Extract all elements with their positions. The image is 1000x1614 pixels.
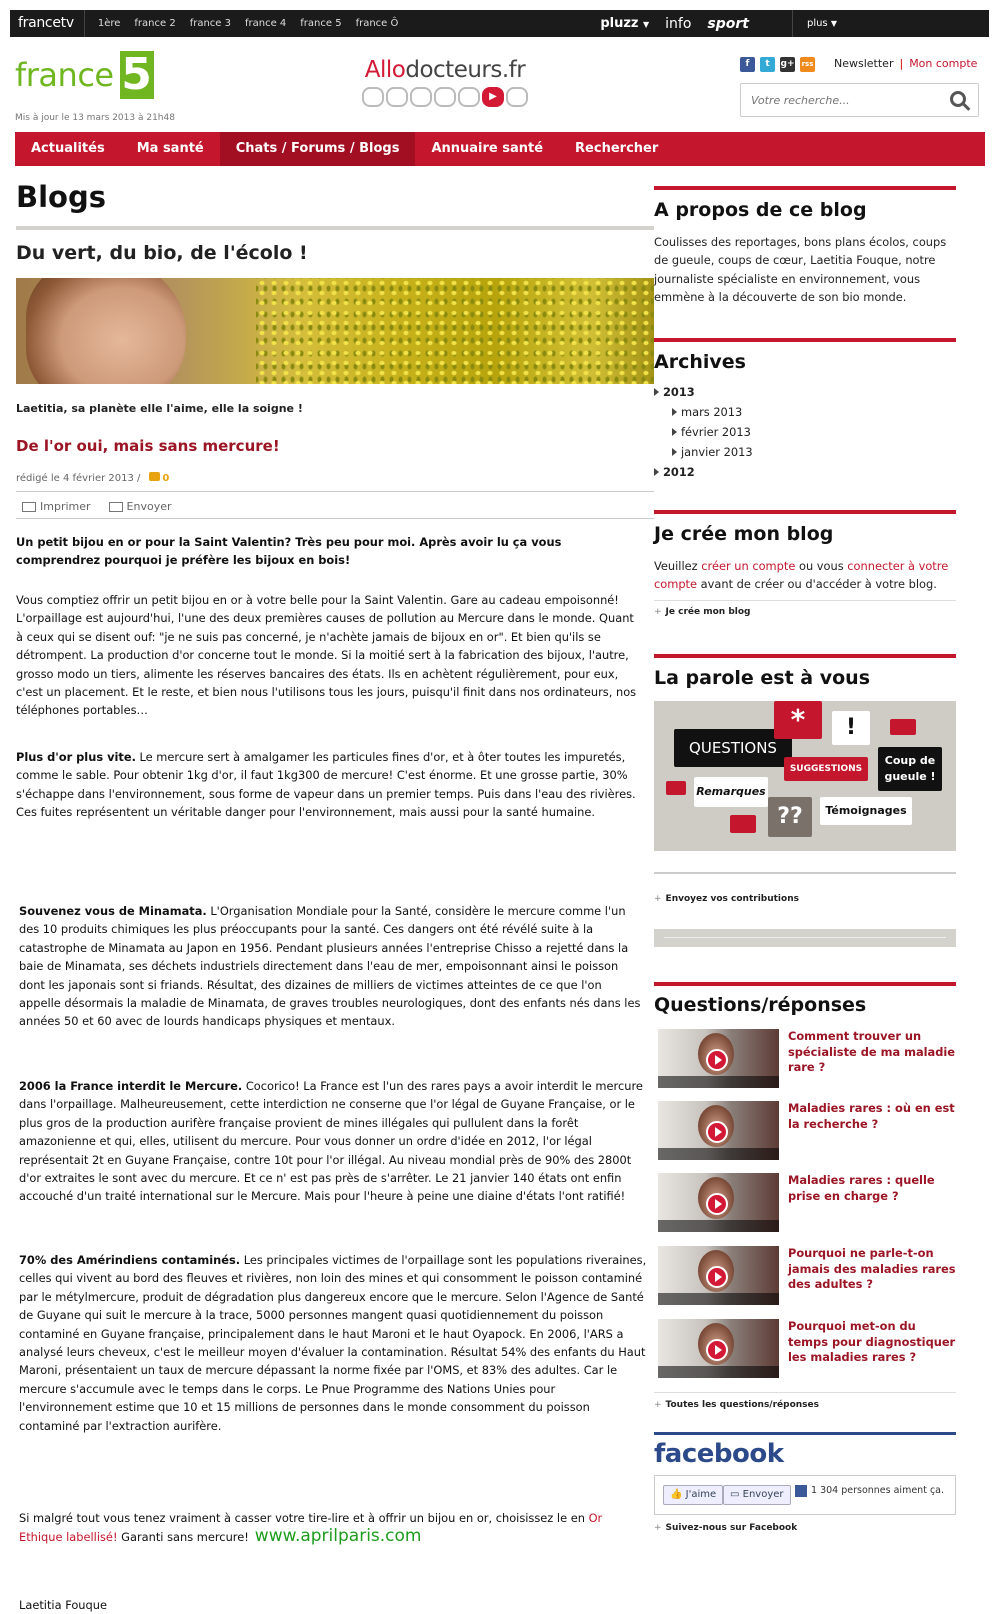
qa-item[interactable] — [654, 1319, 956, 1381]
qa-link[interactable]: Maladies rares : quelle prise en charge ? — [788, 1173, 935, 1203]
paragraph-body: Les principales victimes de l'orpaillage sont les populations riveraines, celles qui vivent au bord des fleuves et rivières, non loin des mines et qui consomment le poisson contaminé par le métylmercure, produit de dégradation plus dangereux encore que le mercure. Selon l'Agence de Santé de Guyane qui suit le mercure à la trace, 5000 personnes mangent quasi quotidiennement du poisson contaminé en Guyane française, principalement dans le haut Maroni et le haut Oyapock. En 2006, l'ARS a analysé leurs cheveux, c'est le meilleur moyen d'évaluer la contamination. Résultat 54% des enfants du Haut Maroni, présentaient un taux de mercure dépassant la norme fixée par l'OMS, et 83% des adultes. Car le mercure s'accumule avec le temps dans le corps. Le Pnue Programme des Nations Unies pour l'environnement estime que 10 et 15 millions de personnes dans le monde consomment du poisson contaminé par l'extraction aurifère. — [19, 1253, 647, 1433]
social-icons — [740, 57, 815, 72]
fb-like-label: J'aime — [685, 1489, 717, 1500]
about-text: Coulisses des reportages, bons plans écolos, coups de gueule, coups de cœur, Laetitia Fouque, notre journaliste spécialiste en environnement, vous emmène à la découverte de son bio monde. — [654, 235, 947, 305]
facebook-section — [654, 1432, 956, 1533]
section-rule — [654, 654, 956, 658]
archive-year-2013[interactable] — [654, 382, 956, 402]
paragraph-heading: Souvenez vous de Minamata. — [19, 904, 207, 918]
logo-part-allo: Allo — [364, 57, 406, 83]
bubble-remarques: Remarques — [694, 777, 768, 807]
search-icon[interactable] — [950, 91, 966, 107]
section-rule — [654, 510, 956, 514]
paragraph-body: Cocorico! La France est l'un des rares pays a avoir interdit le mercure dans l'orpaillage. Malheureusement, cette interdiction ne conserne que l'or légal de Guyane Française, or le plus gros de la production aurifère française provient de mines illégales qui pullulent dans la forêt amazonienne et qui, elles, utilisent du mercure. Pour vous donner un ordre d'idée en 2012, l'or légal représentait 2t en Guyane Française, contre 10t pour l'or illégal. Au niveau mondial près de 90% des 2800t d'or extraites le sont avec du mercure. Et ce n' est pas près de s'arrêter. Le 21 janvier 140 états ont enfin accouché d'un traité international sur le Mercure. Mais pour l'heure à peine une diaine d'états l'ont ratifié! — [19, 1079, 643, 1204]
channel-link[interactable]: france 3 — [189, 18, 231, 29]
pluzz-label: pluzz — [600, 16, 639, 31]
plus-icon: + — [654, 1523, 662, 1533]
top-bar-services — [600, 10, 749, 37]
logo-circles — [362, 87, 528, 107]
qa-section — [654, 982, 956, 1016]
qa-footer — [654, 1392, 956, 1410]
circle-shape — [386, 87, 408, 107]
nav-item-ma-sante[interactable]: Ma santé — [136, 141, 204, 156]
comment-icon — [149, 472, 160, 481]
circle-shape — [362, 87, 384, 107]
main-content — [16, 170, 656, 519]
archive-year-label: 2013 — [663, 385, 695, 399]
caption-bar — [658, 1220, 779, 1232]
bubble-questions: QUESTIONS — [674, 729, 792, 767]
allodocteurs-logo[interactable] — [362, 57, 528, 107]
post-author: Laetitia Fouque — [19, 1598, 107, 1612]
about-section — [654, 186, 956, 307]
nav-item-annuaire-sante[interactable]: Annuaire santé — [431, 141, 544, 156]
post-meta — [16, 472, 656, 484]
create-account-link[interactable]: créer un compte — [701, 559, 796, 573]
archives-section — [654, 338, 956, 482]
post-paragraph — [19, 1251, 647, 1435]
section-rule — [654, 338, 956, 342]
bubble-temoignages: Témoignages — [820, 797, 912, 825]
triangle-right-icon — [654, 468, 659, 476]
create-blog-text — [654, 557, 956, 594]
link-label: Envoyez vos contributions — [665, 894, 799, 904]
post-tools — [16, 498, 656, 514]
top-bar — [10, 10, 989, 37]
rss-icon[interactable]: rss — [800, 57, 815, 72]
post-paragraph — [19, 1077, 647, 1206]
newsletter-link[interactable]: Newsletter — [834, 57, 894, 70]
qa-item[interactable] — [654, 1173, 956, 1235]
channel-link[interactable]: 1ère — [97, 18, 121, 29]
paragraph-body: Le mercure sert à amalgamer les particules fines d'or, et à ôter toutes les impuretés, comme le sable. Pour obtenir 1kg d'or, il faut 1kg300 de mercure! C'est énorme. Et une grosse partie, 30% s'échappe dans l'environnement, sous forme de vapeur dans un premier temps. Puis dans l'eau des rivières. Ces fuites représentent un véritable danger pour l'environnement, mais aussi pour la santé humaine. — [16, 750, 636, 820]
last-updated: Mis à jour le 13 mars 2013 à 21h48 — [15, 113, 175, 123]
triangle-right-icon — [672, 448, 677, 456]
play-icon — [706, 1339, 728, 1361]
text-part: Veuillez — [654, 559, 702, 573]
play-icon — [706, 1049, 728, 1071]
twitter-icon[interactable]: t — [760, 57, 775, 72]
facebook-icon[interactable]: f — [740, 57, 755, 72]
link-label: Suivez-nous sur Facebook — [665, 1523, 798, 1533]
qa-link[interactable]: Comment trouver un spécialiste de ma maladie rare ? — [788, 1029, 956, 1074]
plus-icon: + — [654, 606, 662, 617]
fb-like-button[interactable] — [663, 1485, 723, 1505]
thumbs-up-icon: 👍 — [670, 1489, 683, 1500]
video-thumbnail — [658, 1029, 779, 1088]
bubble-small — [730, 815, 756, 833]
link-label: Je crée mon blog — [665, 606, 751, 617]
about-title: A propos de ce blog — [654, 199, 867, 221]
bubble-small — [890, 719, 916, 735]
page-title: Blogs — [16, 180, 106, 214]
plus-menu[interactable] — [792, 10, 837, 37]
separator: | — [899, 57, 904, 70]
plus-icon: + — [654, 894, 662, 904]
search-input[interactable] — [751, 85, 951, 115]
facebook-title: facebook — [654, 1439, 784, 1469]
video-thumbnail — [658, 1173, 779, 1232]
contributions-section — [654, 872, 956, 947]
link-label: Toutes les questions/réponses — [665, 1400, 819, 1410]
create-blog-title: Je crée mon blog — [654, 523, 834, 545]
or-ethique-link[interactable]: Or Ethique labellisé! — [19, 1511, 603, 1545]
caption-bar — [658, 1293, 779, 1305]
archive-year-2012[interactable] — [654, 462, 956, 482]
archive-month-label: janvier 2013 — [681, 445, 753, 459]
create-blog-link[interactable] — [654, 607, 956, 617]
blog-title[interactable]: Du vert, du bio, de l'écolo ! — [16, 242, 308, 264]
circle-shape — [506, 87, 528, 107]
qa-link[interactable]: Maladies rares : où en est la recherche ? — [788, 1101, 955, 1131]
facebook-follow-link[interactable] — [654, 1523, 956, 1533]
sport-link[interactable]: sport — [707, 15, 749, 32]
qa-item[interactable] — [654, 1246, 956, 1308]
qa-item[interactable] — [654, 1101, 956, 1163]
post-paragraph — [16, 748, 644, 822]
info-link[interactable]: info — [665, 15, 692, 32]
parole-section — [654, 654, 956, 851]
archive-year-label: 2012 — [663, 465, 695, 479]
archive-month[interactable] — [654, 442, 956, 462]
divider-band — [654, 929, 956, 947]
banner-caption: Laetitia, sa planète elle l'aime, elle la soigne ! — [16, 402, 303, 415]
nav-item-actualites[interactable]: Actualités — [31, 141, 105, 156]
print-button[interactable] — [22, 500, 91, 513]
printer-icon — [22, 502, 36, 512]
divider — [16, 491, 654, 492]
paragraph-body: Si malgré tout vous tenez vraiment à casser votre tire-lire et à offrir un bijou en or, choisissez le en — [19, 1511, 589, 1525]
bubble-coup-de-gueule: Coup de gueule ! — [878, 747, 942, 791]
chat-icon: ▭ — [730, 1489, 740, 1500]
circle-shape — [458, 87, 480, 107]
paragraph-body: Garanti sans mercure! — [117, 1530, 249, 1545]
nav-item-chats-forums-blogs[interactable]: Chats / Forums / Blogs — [220, 132, 416, 166]
search-box — [740, 83, 979, 117]
channel-link[interactable]: france 4 — [244, 18, 287, 29]
fb-like-count — [795, 1484, 945, 1497]
plus-icon: + — [654, 1400, 662, 1410]
post-date: rédigé le 4 février 2013 / — [16, 472, 141, 484]
section-rule — [654, 982, 956, 986]
aprilparis-link[interactable]: www.aprilparis.com — [254, 1526, 422, 1547]
channel-link[interactable]: france 2 — [134, 18, 176, 29]
triangle-right-icon — [672, 408, 677, 416]
qa-link[interactable]: Pourquoi ne parle-t-on jamais des maladies rares des adultes ? — [788, 1246, 956, 1291]
rapeseed-field — [256, 278, 654, 384]
text-part: ou vous — [795, 559, 848, 573]
nav-item-rechercher[interactable]: Rechercher — [575, 141, 659, 156]
divider — [16, 518, 654, 519]
paragraph-heading: 70% des Amérindiens contaminés. — [19, 1253, 241, 1267]
triangle-right-icon — [654, 388, 659, 396]
france5-logo[interactable] — [15, 51, 154, 99]
channel-link[interactable]: france Ô — [355, 18, 399, 29]
caption-bar — [658, 1076, 779, 1088]
send-label: Envoyer — [126, 499, 172, 513]
play-icon — [706, 1266, 728, 1288]
archive-month[interactable] — [654, 422, 956, 442]
bubble-exclamation: ! — [832, 711, 870, 745]
login-link[interactable]: connecter à votre compte — [654, 559, 949, 592]
video-thumbnail — [658, 1319, 779, 1378]
bubble-question-marks: ?? — [768, 797, 812, 837]
section-rule — [654, 186, 956, 190]
header-links — [834, 57, 977, 70]
divider — [654, 600, 956, 601]
archive-month-label: février 2013 — [681, 425, 751, 439]
send-contributions-link[interactable] — [654, 894, 956, 904]
logo-word: france — [15, 56, 114, 94]
qa-item[interactable] — [654, 1029, 956, 1091]
play-icon: ▶ — [482, 87, 504, 107]
parole-title: La parole est à vous — [654, 667, 871, 689]
bubble-small — [666, 781, 686, 795]
archives-list — [654, 382, 956, 482]
paragraph-heading: Plus d'or plus vite. — [16, 750, 136, 764]
caption-bar — [658, 1366, 779, 1378]
main-nav — [15, 132, 985, 166]
all-qa-link[interactable] — [654, 1400, 956, 1410]
envelope-icon — [109, 502, 123, 512]
archive-month[interactable] — [654, 402, 956, 422]
archive-month-label: mars 2013 — [681, 405, 743, 419]
play-icon — [706, 1121, 728, 1143]
divider — [654, 872, 956, 874]
chevron-down-icon: ▼ — [830, 19, 837, 28]
post-intro: Un petit bijou en or pour la Saint Valentin? Très peu pour moi. Après avoir lu ça vous comprendrez pourquoi je préfère les bijoux en bois! — [16, 535, 562, 568]
channel-link[interactable]: france 5 — [300, 18, 342, 29]
comment-count-link[interactable] — [145, 472, 169, 484]
plus-label: plus — [806, 18, 828, 29]
fb-send-label: Envoyer — [742, 1489, 784, 1500]
section-rule — [654, 1432, 956, 1435]
triangle-right-icon — [672, 428, 677, 436]
archives-title: Archives — [654, 351, 746, 373]
logo-number: 5 — [121, 49, 152, 100]
site-header — [10, 37, 989, 132]
paragraph-body: L'Organisation Mondiale pour la Santé, considère le mercure comme l'un des 10 produits chimiques les plus préoccupants pour la santé. Ces dangers ont été révélé suite à la catastrophe de Minamata au Japon en 1956. Pendant plusieurs années l'entreprise Chisso a rejetté dans la baie de Minamata, ses déchets industriels directement dans l'eau de mer, empoisonnant ainsi le poisson dont les japonais sont si friands. Résultat, des dizaines de milliers de victimes atteintes de ce que l'on appelle désormais la maladie de Minamata, de graves troubles neurologiques, dont des enfants nés dans les années 50 et 60 avec de lourds handicaps physiques et mentaux. — [19, 904, 641, 1029]
my-account-link[interactable]: Mon compte — [909, 57, 978, 70]
print-label: Imprimer — [40, 499, 91, 513]
play-icon — [706, 1193, 728, 1215]
divider — [654, 1392, 956, 1393]
post-paragraph — [19, 902, 647, 1031]
author-photo — [26, 278, 186, 384]
post-paragraph — [19, 1509, 647, 1547]
video-thumbnail — [658, 1101, 779, 1160]
comment-count: 0 — [162, 473, 170, 484]
send-button[interactable] — [109, 500, 172, 513]
fb-send-button[interactable] — [723, 1485, 791, 1505]
paragraph-heading: 2006 la France interdit le Mercure. — [19, 1079, 243, 1093]
create-blog-section — [654, 510, 956, 617]
blog-banner-image — [16, 278, 654, 384]
caption-bar — [658, 1148, 779, 1160]
divider — [664, 937, 946, 938]
divider — [16, 226, 654, 230]
google-plus-icon[interactable]: g+ — [780, 57, 795, 72]
circle-shape — [410, 87, 432, 107]
chevron-down-icon: ▼ — [643, 20, 650, 29]
qa-title: Questions/réponses — [654, 994, 867, 1016]
post-paragraph: Vous comptiez offrir un petit bijou en or à votre belle pour la Saint Valentin. Gare au cadeau empoisonné! L'orpaillage est aujourd'hui, l'une des deux premières causes de pollution au Mercure dans le monde. Quant à ceux qui se disent ouf: "je ne suis pas concerné, je n'achète jamais de bijoux en or". Et bien qu'ils se détrompent. La production d'or concerne tout le monde. Si la moitié sert à la fabrication des bijoux, l'autre, grosso modo un tiers, alimente les réserves bancaires des états. Ils en achètent régulièrement, pour eux, c'est un placement. Et le reste, et bien nous l'utilisons tous les jours, puisqu'il finit dans nos ordinateurs, nos téléphones portables… — [16, 593, 637, 718]
video-thumbnail — [658, 1246, 779, 1305]
facebook-icon — [795, 1485, 807, 1497]
text-part: avant de créer ou d'accéder à votre blog. — [697, 577, 937, 592]
logo-part-docteurs: docteurs.fr — [405, 57, 526, 83]
bubble-star: * — [774, 701, 822, 739]
circle-shape — [434, 87, 456, 107]
pluzz-menu[interactable] — [600, 16, 649, 31]
facebook-widget — [654, 1475, 956, 1515]
allodocteurs-wordmark — [362, 57, 528, 83]
qa-link[interactable]: Pourquoi met-on du temps pour diagnostiquer les maladies rares ? — [788, 1319, 956, 1364]
francetv-logo[interactable]: francetv — [10, 10, 85, 37]
fb-count-text: 1 304 personnes aiment ça. — [811, 1485, 945, 1496]
post-title[interactable]: De l'or oui, mais sans mercure! — [16, 437, 280, 455]
bubble-suggestions: SUGGESTIONS — [784, 757, 868, 781]
contributions-banner[interactable] — [654, 701, 956, 851]
